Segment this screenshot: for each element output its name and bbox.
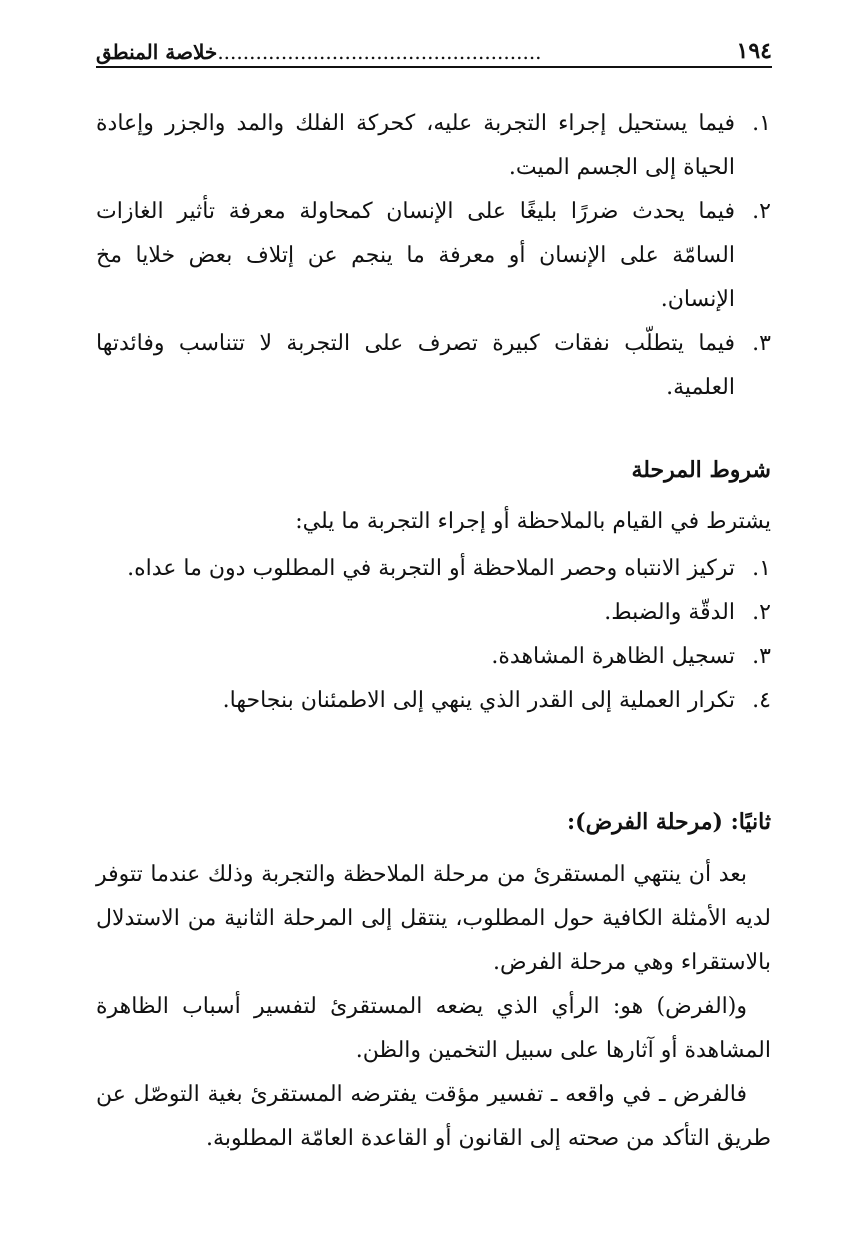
item-number: ٣.: [752, 644, 771, 669]
item-text: تركيز الانتباه وحصر الملاحظة أو التجربة في المطلوب دون ما عداه.: [127, 556, 735, 581]
item-text: فيما يحدث ضررًا بليغًا على الإنسان كمحاولة معرفة تأثير الغازات السامّة على الإنسان أو معرفة ما ينجم عن إتلاف بعض خلايا مخ الإنسان.: [96, 199, 735, 312]
hypothesis-body: [96, 853, 771, 1161]
page-number: ١٩٤: [736, 38, 772, 64]
dot-leader: ...................................................: [217, 40, 542, 64]
list-item: [96, 591, 771, 635]
page-header: [96, 38, 772, 68]
list-item: [96, 190, 771, 322]
list-item: [96, 102, 771, 190]
item-number: ٢.: [752, 600, 771, 625]
list-item: [96, 322, 771, 410]
item-number: ٣.: [752, 331, 771, 356]
item-number: ١.: [752, 556, 771, 581]
item-number: ٢.: [752, 199, 771, 224]
cases-list: [96, 102, 771, 410]
item-text: الدقّة والضبط.: [604, 600, 735, 625]
list-item: [96, 679, 771, 723]
hypothesis-heading: ثانيًا: (مرحلة الفرض):: [567, 809, 771, 835]
item-number: ١.: [752, 111, 771, 136]
paragraph: و(الفرض) هو: الرأي الذي يضعه المستقرئ لتفسير أسباب الظاهرة المشاهدة أو آثارها على سبيل التخمين والظن.: [96, 994, 771, 1063]
conditions-list: [96, 547, 771, 723]
paragraph: بعد أن ينتهي المستقرئ من مرحلة الملاحظة والتجربة وذلك عندما تتوفر لديه الأمثلة الكافية حول المطلوب، ينتقل إلى المرحلة الثانية من الاستدلال بالاستقراء وهي مرحلة الفرض.: [96, 862, 771, 975]
list-item: [96, 547, 771, 591]
item-text: فيما يتطلّب نفقات كبيرة تصرف على التجربة لا تتناسب وفائدتها العلمية.: [96, 331, 735, 400]
conditions-heading: شروط المرحلة: [631, 457, 771, 483]
paragraph: فالفرض ـ في واقعه ـ تفسير مؤقت يفترضه المستقرئ بغية التوصّل عن طريق التأكد من صحته إلى القانون أو القاعدة العامّة المطلوبة.: [96, 1082, 771, 1151]
list-item: [96, 635, 771, 679]
item-text: تكرار العملية إلى القدر الذي ينهي إلى الاطمئنان بنجاحها.: [222, 688, 735, 713]
book-title: خلاصة المنطق: [96, 40, 218, 64]
running-title: [96, 40, 542, 64]
item-text: فيما يستحيل إجراء التجربة عليه، كحركة الفلك والمد والجزر وإعادة الحياة إلى الجسم الميت.: [96, 111, 735, 180]
item-text: تسجيل الظاهرة المشاهدة.: [491, 644, 735, 669]
conditions-intro: يشترط في القيام بالملاحظة أو إجراء التجربة ما يلي:: [295, 509, 771, 534]
item-number: ٤.: [752, 688, 771, 713]
